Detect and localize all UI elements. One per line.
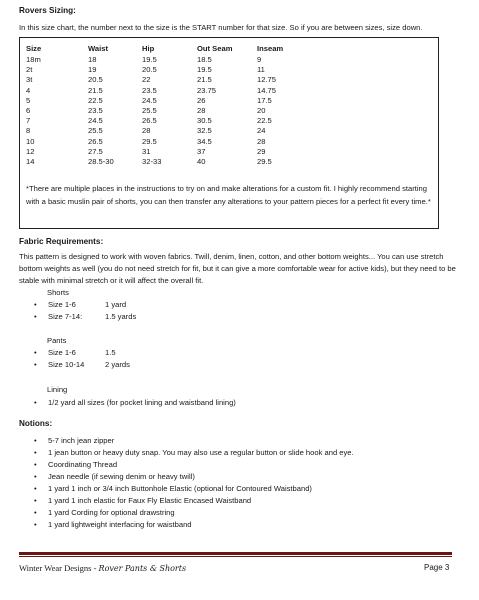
cell-waist: 28.5-30 [88,157,114,166]
sizing-intro: In this size chart, the number next to the size is the START number for that size. So if you are between sizes, size down. [19,23,423,32]
fabric-description: This pattern is designed to work with woven fabrics. Twill, denim, linen, cotton, and other bottom weights... You can use stretch bottom weights as well (you do not need stretch for fit, but it can give a more comfortable wear for active kids), but they need to be stable with minimal stretch or it will affect the overall fit. [19,252,456,285]
bullet-icon: • [34,508,37,517]
cell-size: 7 [26,116,31,126]
bullet-icon: • [34,520,37,529]
cell-inseam: 20 [257,106,266,115]
header-out-seam: Out Seam [197,44,233,53]
cell-out-seam: 18.5 [197,55,212,64]
size-chart-box [19,37,439,229]
cell-out-seam: 30.5 [197,116,212,126]
cell-size: 8 [26,126,31,136]
cell-out-seam: 21.5 [197,75,212,85]
cell-waist: 18 [88,55,97,64]
cell-inseam: 29 [257,146,266,156]
cell-out-seam: 34.5 [197,136,212,146]
cell-hip: 23.5 [142,85,157,95]
fit-note: *There are multiple places in the instructions to try on and make alterations for a custom fit. I highly recommend starting with a basic muslin pair of shorts, you can then transfer any alterations to your pattern pieces for a perfect fit every time.* [26,184,431,206]
cell-waist: 22.5 [88,95,103,105]
cell-hip: 31 [142,146,151,156]
bullet-icon: • [34,360,37,369]
cell-hip: 24.5 [142,95,157,105]
cell-inseam: 12.75 [257,75,277,85]
cell-size: 18m [26,55,41,64]
cell-hip: 22 [142,75,151,85]
cell-waist: 26.5 [88,136,103,146]
footer-brand: Winter Wear Designs - Rover Pants & Shorts [19,563,187,573]
cell-waist: 23.5 [88,106,103,115]
cell-out-seam: 37 [197,146,206,156]
bullet-icon: • [34,348,37,357]
bullet-icon: • [34,496,37,505]
sizing-heading: Rovers Sizing: [19,6,76,15]
header-waist: Waist [88,44,108,53]
cell-size: 12 [26,146,35,156]
cell-inseam: 29.5 [257,157,272,166]
cell-hip: 32-33 [142,157,162,166]
bullet-icon: • [34,472,37,481]
cell-size: 5 [26,95,31,105]
bullet-icon: • [34,448,37,457]
cell-size: 6 [26,106,31,115]
cell-inseam: 11 [257,65,265,75]
cell-waist: 19 [88,65,97,75]
bullet-icon: • [34,460,37,469]
cell-out-seam: 32.5 [197,126,212,136]
cell-inseam: 24 [257,126,266,136]
cell-size: 2t [26,65,33,75]
header-hip: Hip [142,44,155,53]
footer-pattern-title: Rover Pants & Shorts [98,564,187,573]
bullet-icon: • [34,436,37,445]
cell-out-seam: 40 [197,157,206,166]
cell-out-seam: 19.5 [197,65,212,75]
shorts-label: Shorts [47,288,69,297]
bullet-icon: • [34,300,37,309]
lining-label: Lining [47,385,68,394]
cell-inseam: 14.75 [257,85,277,95]
pants-label: Pants [47,336,67,345]
bullet-icon: • [34,484,37,493]
cell-waist: 25.5 [88,126,103,136]
footer-rule-thin [19,556,452,557]
cell-waist: 24.5 [88,116,103,126]
cell-hip: 29.5 [142,136,157,146]
cell-hip: 28 [142,126,151,136]
fabric-heading: Fabric Requirements: [19,237,104,246]
cell-out-seam: 28 [197,106,206,115]
cell-inseam: 17.5 [257,95,272,105]
cell-hip: 26.5 [142,116,157,126]
cell-inseam: 28 [257,136,266,146]
bullet-icon: • [34,398,37,407]
cell-size: 3t [26,75,33,85]
cell-inseam: 9 [257,55,262,64]
cell-hip: 19.5 [142,55,157,64]
cell-waist: 27.5 [88,146,103,156]
cell-hip: 25.5 [142,106,157,115]
cell-waist: 21.5 [88,85,103,95]
cell-waist: 20.5 [88,75,103,85]
header-size: Size [26,44,42,53]
cell-out-seam: 26 [197,95,206,105]
cell-out-seam: 23.75 [197,85,217,95]
cell-hip: 20.5 [142,65,157,75]
cell-inseam: 22.5 [257,116,272,126]
footer-rule-thick [19,552,452,555]
document-page: Rovers Sizing: In this size chart, the number next to the size is the START number for that size. So if you are between sizes, size down. Size Waist Hip Out Seam Inseam 18m 18 19.5 18.5 9 2t 19 20.5 19.5 11 3t 20.5 22 21.5 12.75 4 21.5 23.5 23.75 14.75 5 22.5 24.5 26 17.5 6 23.5 25.5 28 20 7 24.5 26.5 30.5 22.5 8 25.5 28 32.5 24 10 26.5 29.5 34.5 28 12 27.5 31 37 29 14 28.5-30 32-33 40 29.5 *There are multiple places in the instructions to try on and make alterations for a custom fit. I highly recommend starting with a basic muslin pair of shorts, you can then transfer any alterations to your pattern pieces for a perfect fit every time.* Fabric Requirements: This pattern is designed to work with woven fabrics. Twill, denim, linen, cotton, and other bottom weights... You can use stretch bottom weights as well (you do not need stretch for fit, but it can give a more comfortable wear for active kids), but they need to be stable with minimal stretch or it will affect the overall fit. Shorts • Size 1-6 1 yard • Size 7-14: 1.5 yards Pants • Size 1-6 1.5 • Size 10-14 2 yards Lining • 1/2 yard all sizes (for pocket lining and waistband lining) Notions: • 5-7 inch jean zipper • 1 jean button or heavy duty snap. You may also use a regular button or slide hook and eye. • Coordinating Thread • Jean needle (if sewing denim or heavy twill) • 1 yard 1 inch or 3/4 inch Buttonhole Elastic (optional for Contoured Waistband) • 1 yard 1 inch elastic for Faux Fly Elastic Encased Waistband • 1 yard Cording for optional drawstring • 1 yard lightweight interfacing for waistband Winter Wear Designs - Rover Pants & Shorts Page 3 [0,0,479,600]
page-number: Page 3 [424,563,450,572]
bullet-icon: • [34,312,37,321]
header-inseam: Inseam [257,44,284,53]
cell-size: 10 [26,136,35,146]
notions-heading: Notions: [19,419,53,428]
cell-size: 4 [26,85,31,95]
cell-size: 14 [26,157,35,166]
